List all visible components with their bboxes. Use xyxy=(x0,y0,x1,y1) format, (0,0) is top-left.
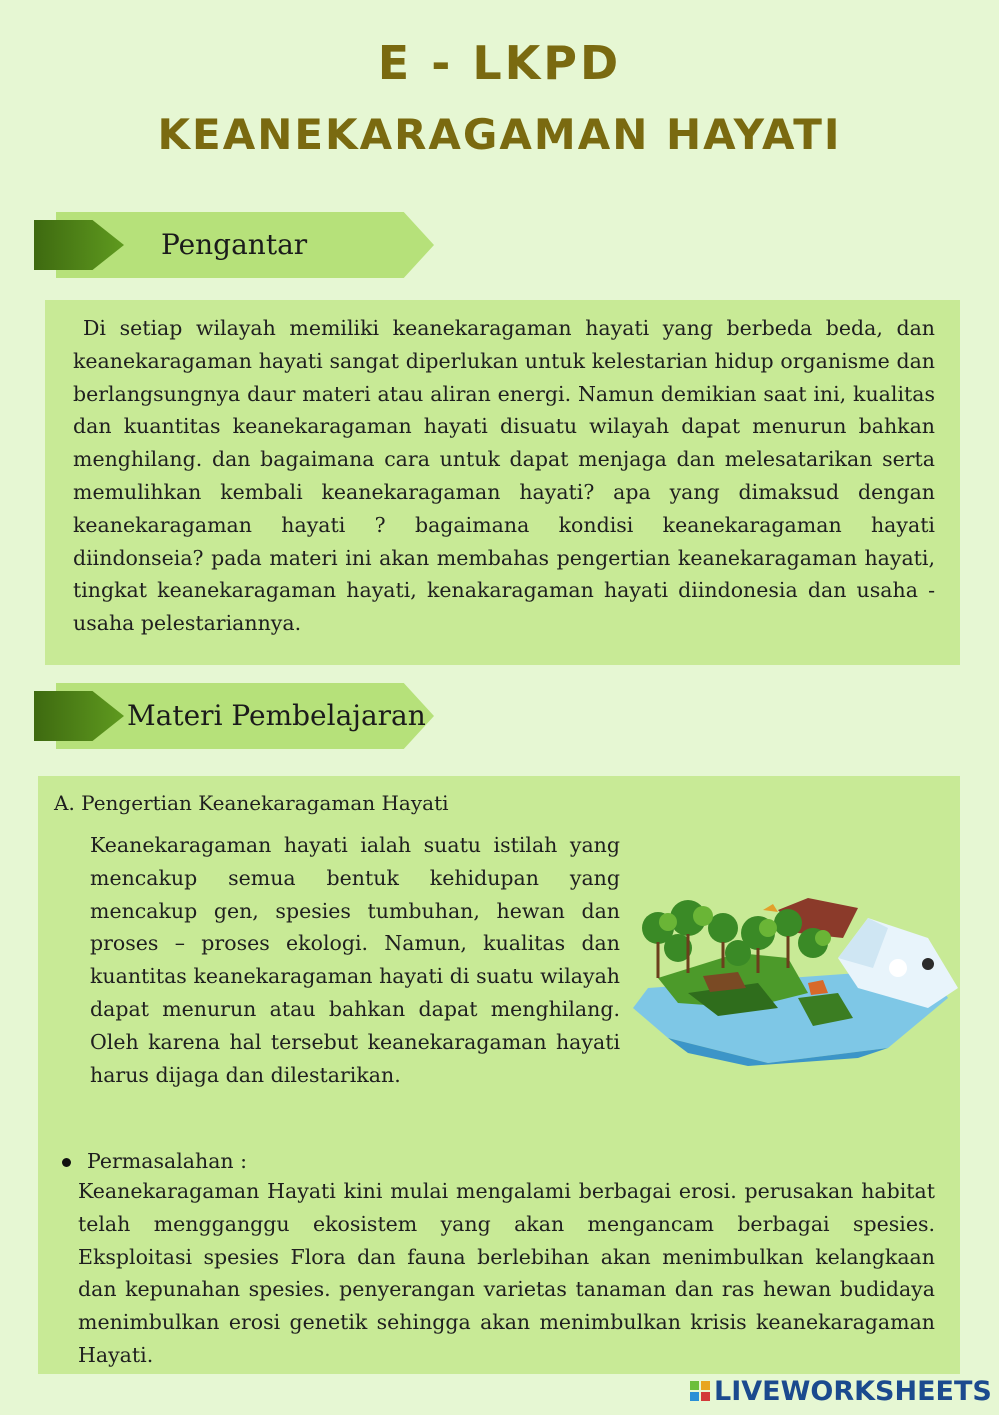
section-a-text: Keanekaragaman hayati ialah suatu istilah yang mencakup semua bentuk kehidupan yang mencakup gen, spesies tumbuhan, hewan dan proses – proses ekologi. Namun, kualitas dan kuantitas keanekaragaman hayati di suatu wilayah dapat menurun atau bahkan dapat menghilang. Oleh karena hal tersebut keanekaragaman hayati harus dijaga dan dilestarikan. xyxy=(90,833,620,1087)
section-banner-materi xyxy=(34,683,434,749)
section-heading-materi: Materi Pembelajaran xyxy=(127,699,426,732)
section-banner-pengantar xyxy=(34,212,434,278)
biodiversity-illustration xyxy=(628,898,960,1068)
problem-label: Permasalahan : xyxy=(87,1149,248,1173)
page-title: E - LKPD xyxy=(377,36,622,90)
logo-mark-icon xyxy=(690,1381,710,1401)
section-a-title: A. Pengertian Keanekaragaman Hayati xyxy=(54,791,449,815)
page-subtitle: KEANEKARAGAMAN HAYATI xyxy=(157,110,842,159)
problem-text: Keanekaragaman Hayati kini mulai mengalami berbagai erosi. perusakan habitat telah mengganggu ekosistem yang akan mengancam berbagai spesies. Eksploitasi spesies Flora dan fauna berlebihan akan menimbulkan kelangkaan dan kepunahan spesies. penyerangan varietas tanaman dan ras hewan budidaya menimbulkan erosi genetik sehingga akan menimbulkan krisis keanekaragaman Hayati. xyxy=(78,1179,935,1367)
liveworksheets-logo[interactable] xyxy=(690,1376,992,1406)
bullet-icon xyxy=(62,1158,71,1167)
section-heading-pengantar: Pengantar xyxy=(161,228,308,261)
logo-text: LIVEWORKSHEETS xyxy=(714,1375,992,1407)
intro-text: Di setiap wilayah memiliki keanekaragaman hayati yang berbeda beda, dan keanekaragaman hayati sangat diperlukan untuk kelestarian hidup organisme dan berlangsungnya daur materi atau aliran energi. Namun demikian saat ini, kualitas dan kuantitas keanekaragaman hayati disuatu wilayah dapat menurun bahkan menghilang. dan bagaimana cara untuk dapat menjaga dan melesatarikan serta memulihkan kembali keanekaragaman hayati? apa yang dimaksud dengan keanekaragaman hayati ? bagaimana kondisi keanekaragaman hayati diindonseia? pada materi ini akan membahas pengertian keanekaragaman hayati, tingkat keanekaragaman hayati, kenakaragaman hayati diindonesia dan usaha - usaha pelestariannya. xyxy=(73,316,935,636)
